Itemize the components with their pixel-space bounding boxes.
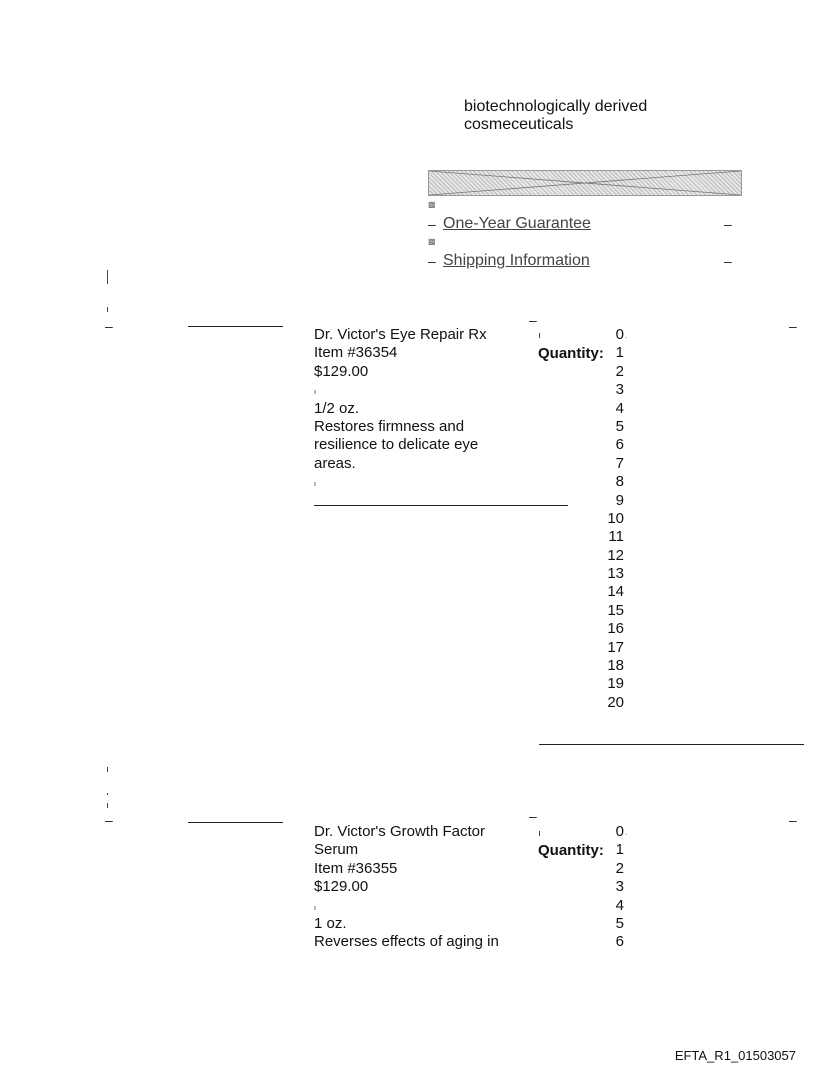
quantity-option[interactable]: 1 [615, 841, 624, 859]
broken-image-icon: ▩ [428, 237, 436, 246]
quantity-option[interactable]: 0 [615, 823, 624, 840]
product-details [314, 823, 544, 952]
left-marker [107, 803, 108, 808]
quantity-option[interactable]: 6 [615, 436, 624, 454]
quantity-option[interactable]: 19 [607, 675, 624, 693]
dash-marker: – [428, 253, 436, 269]
dash-marker: – [428, 216, 436, 232]
quantity-option[interactable]: 3 [615, 878, 624, 896]
product-description: Reverses effects of aging in [314, 933, 499, 951]
quantity-option[interactable]: 17 [607, 638, 624, 656]
product-size: 1 oz. [314, 915, 347, 933]
quantity-option[interactable]: 5 [615, 914, 624, 932]
dash-marker: – [724, 253, 732, 269]
quantity-option[interactable]: 8 [615, 473, 624, 491]
quantity-option[interactable]: 10 [607, 509, 624, 527]
product-price: $129.00 [314, 362, 369, 380]
one-year-guarantee-link[interactable]: One-Year Guarantee [443, 215, 591, 232]
left-marker [107, 307, 108, 312]
dash-marker: – [105, 812, 113, 828]
product-price: $129.00 [314, 878, 369, 896]
header-text [464, 98, 647, 134]
header-line-2: cosmeceuticals [464, 116, 574, 133]
product-name-cont: Serum [314, 841, 359, 859]
quantity-option[interactable]: 20 [607, 693, 624, 711]
quantity-option[interactable]: 15 [607, 601, 624, 619]
product-item-number: Item #36355 [314, 859, 398, 877]
banner-image-placeholder [428, 170, 742, 196]
quantity-option[interactable]: 12 [607, 546, 624, 564]
dash-marker: – [789, 318, 797, 334]
quantity-option[interactable]: 18 [607, 657, 624, 675]
product-spacer: ı [314, 389, 316, 397]
product-spacer: ı [314, 481, 316, 489]
shipping-information-link[interactable]: Shipping Information [443, 252, 590, 269]
product-description: Restores firmness and [314, 418, 465, 436]
separator-line [188, 822, 283, 823]
quantity-option[interactable]: 14 [607, 583, 624, 601]
broken-image-icon: ▩ [428, 200, 436, 209]
document-id: EFTA_R1_01503057 [674, 1048, 796, 1063]
product-size: 1/2 oz. [314, 399, 360, 417]
broken-image-cross-icon [429, 171, 741, 195]
dash-marker: – [529, 808, 537, 824]
quantity-select[interactable] [584, 326, 624, 712]
separator-line [314, 505, 568, 506]
left-marker [107, 270, 108, 284]
left-marker [107, 767, 108, 772]
dash-marker: – [789, 812, 797, 828]
quantity-option[interactable]: 2 [615, 859, 624, 877]
quantity-option[interactable]: 2 [615, 362, 624, 380]
dash-marker: – [724, 216, 732, 232]
dash-marker: – [105, 318, 113, 334]
separator-line [539, 744, 804, 745]
left-marker [107, 793, 108, 795]
header-line-1: biotechnologically derived [464, 98, 648, 115]
quantity-option[interactable]: 4 [615, 896, 624, 914]
quantity-option[interactable]: 1 [615, 344, 624, 362]
dash-marker: – [529, 312, 537, 328]
quantity-option[interactable]: 3 [615, 381, 624, 399]
product-item-number: Item #36354 [314, 344, 398, 362]
product-name: Dr. Victor's Growth Factor [314, 823, 485, 840]
dot-marker: . [625, 331, 628, 340]
quantity-option[interactable]: 6 [615, 933, 624, 951]
product-details [314, 326, 544, 492]
quantity-option[interactable]: 5 [615, 417, 624, 435]
quantity-option[interactable]: 13 [607, 565, 624, 583]
product-spacer: ı [314, 904, 316, 912]
quantity-option[interactable]: 9 [615, 491, 624, 509]
marker [539, 333, 540, 338]
dot-marker: . [625, 828, 628, 837]
separator-line [188, 326, 283, 327]
quantity-option[interactable]: 4 [615, 399, 624, 417]
quantity-label: Quantity: [538, 345, 604, 362]
product-name: Dr. Victor's Eye Repair Rx [314, 326, 487, 343]
marker [539, 831, 540, 836]
product-description: resilience to delicate eye [314, 436, 479, 454]
quantity-option[interactable]: 11 [608, 528, 624, 546]
quantity-label: Quantity: [538, 842, 604, 859]
quantity-option[interactable]: 7 [615, 454, 624, 472]
product-description: areas. [314, 454, 356, 472]
quantity-option[interactable]: 0 [615, 326, 624, 343]
quantity-option[interactable]: 16 [607, 620, 624, 638]
quantity-select[interactable] [584, 823, 624, 952]
